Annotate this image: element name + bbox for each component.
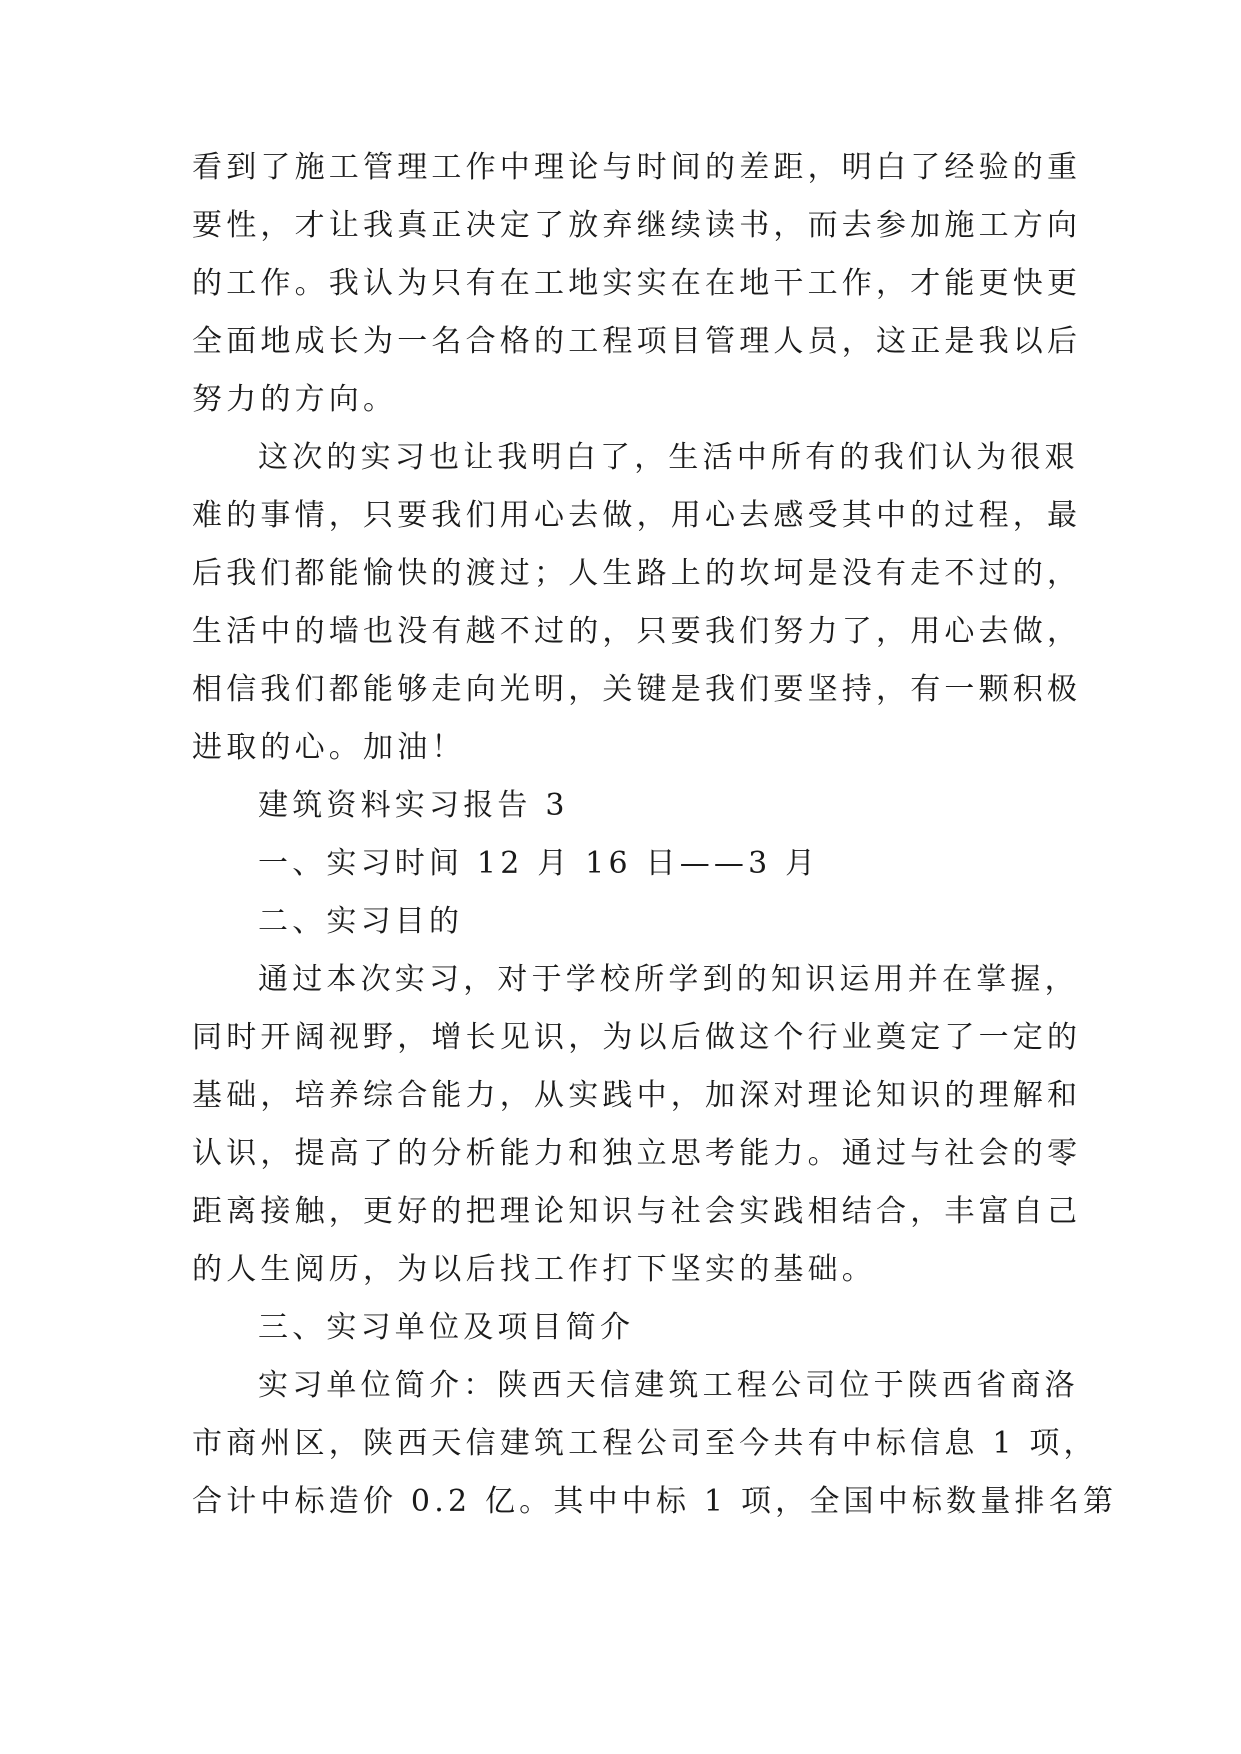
text-line: 的人生阅历，为以后找工作打下坚实的基础。 [192, 1252, 876, 1287]
section-heading: 二、实习目的 [258, 904, 464, 939]
text-line: 难的事情，只要我们用心去做，用心去感受其中的过程，最 [192, 498, 1082, 533]
text-line: 看到了施工管理工作中理论与时间的差距，明白了经验的重 [192, 150, 1082, 185]
text-line: 努力的方向。 [192, 382, 398, 417]
section-heading: 三、实习单位及项目简介 [258, 1310, 635, 1345]
paragraph-start: 通过本次实习，对于学校所学到的知识运用并在掌握， [258, 962, 1079, 997]
text-line: 生活中的墙也没有越不过的，只要我们努力了，用心去做， [192, 614, 1082, 649]
text-line: 距离接触，更好的把理论知识与社会实践相结合，丰富自己 [192, 1194, 1082, 1229]
paragraph-start: 这次的实习也让我明白了，生活中所有的我们认为很艰 [258, 440, 1079, 475]
paragraph-start: 实习单位简介：陕西天信建筑工程公司位于陕西省商洛 [258, 1368, 1079, 1403]
text-line: 市商州区，陕西天信建筑工程公司至今共有中标信息 1 项， [192, 1426, 1098, 1461]
section-title: 建筑资料实习报告 3 [258, 788, 569, 823]
section-heading: 一、实习时间 12 月 16 日——3 月 [258, 846, 820, 881]
text-line: 认识，提高了的分析能力和独立思考能力。通过与社会的零 [192, 1136, 1082, 1171]
text-line: 基础，培养综合能力，从实践中，加深对理论知识的理解和 [192, 1078, 1082, 1113]
text-line: 进取的心。加油！ [192, 730, 466, 765]
text-line: 相信我们都能够走向光明，关键是我们要坚持，有一颗积极 [192, 672, 1082, 707]
text-line: 全面地成长为一名合格的工程项目管理人员，这正是我以后 [192, 324, 1082, 359]
text-line: 合计中标造价 0.2 亿。其中中标 1 项，全国中标数量排名第 [192, 1484, 1118, 1519]
text-line: 要性，才让我真正决定了放弃继续读书，而去参加施工方向 [192, 208, 1082, 243]
text-line: 同时开阔视野，增长见识，为以后做这个行业奠定了一定的 [192, 1020, 1082, 1055]
text-line: 后我们都能愉快的渡过；人生路上的坎坷是没有走不过的， [192, 556, 1082, 591]
text-line: 的工作。我认为只有在工地实实在在地干工作，才能更快更 [192, 266, 1082, 301]
